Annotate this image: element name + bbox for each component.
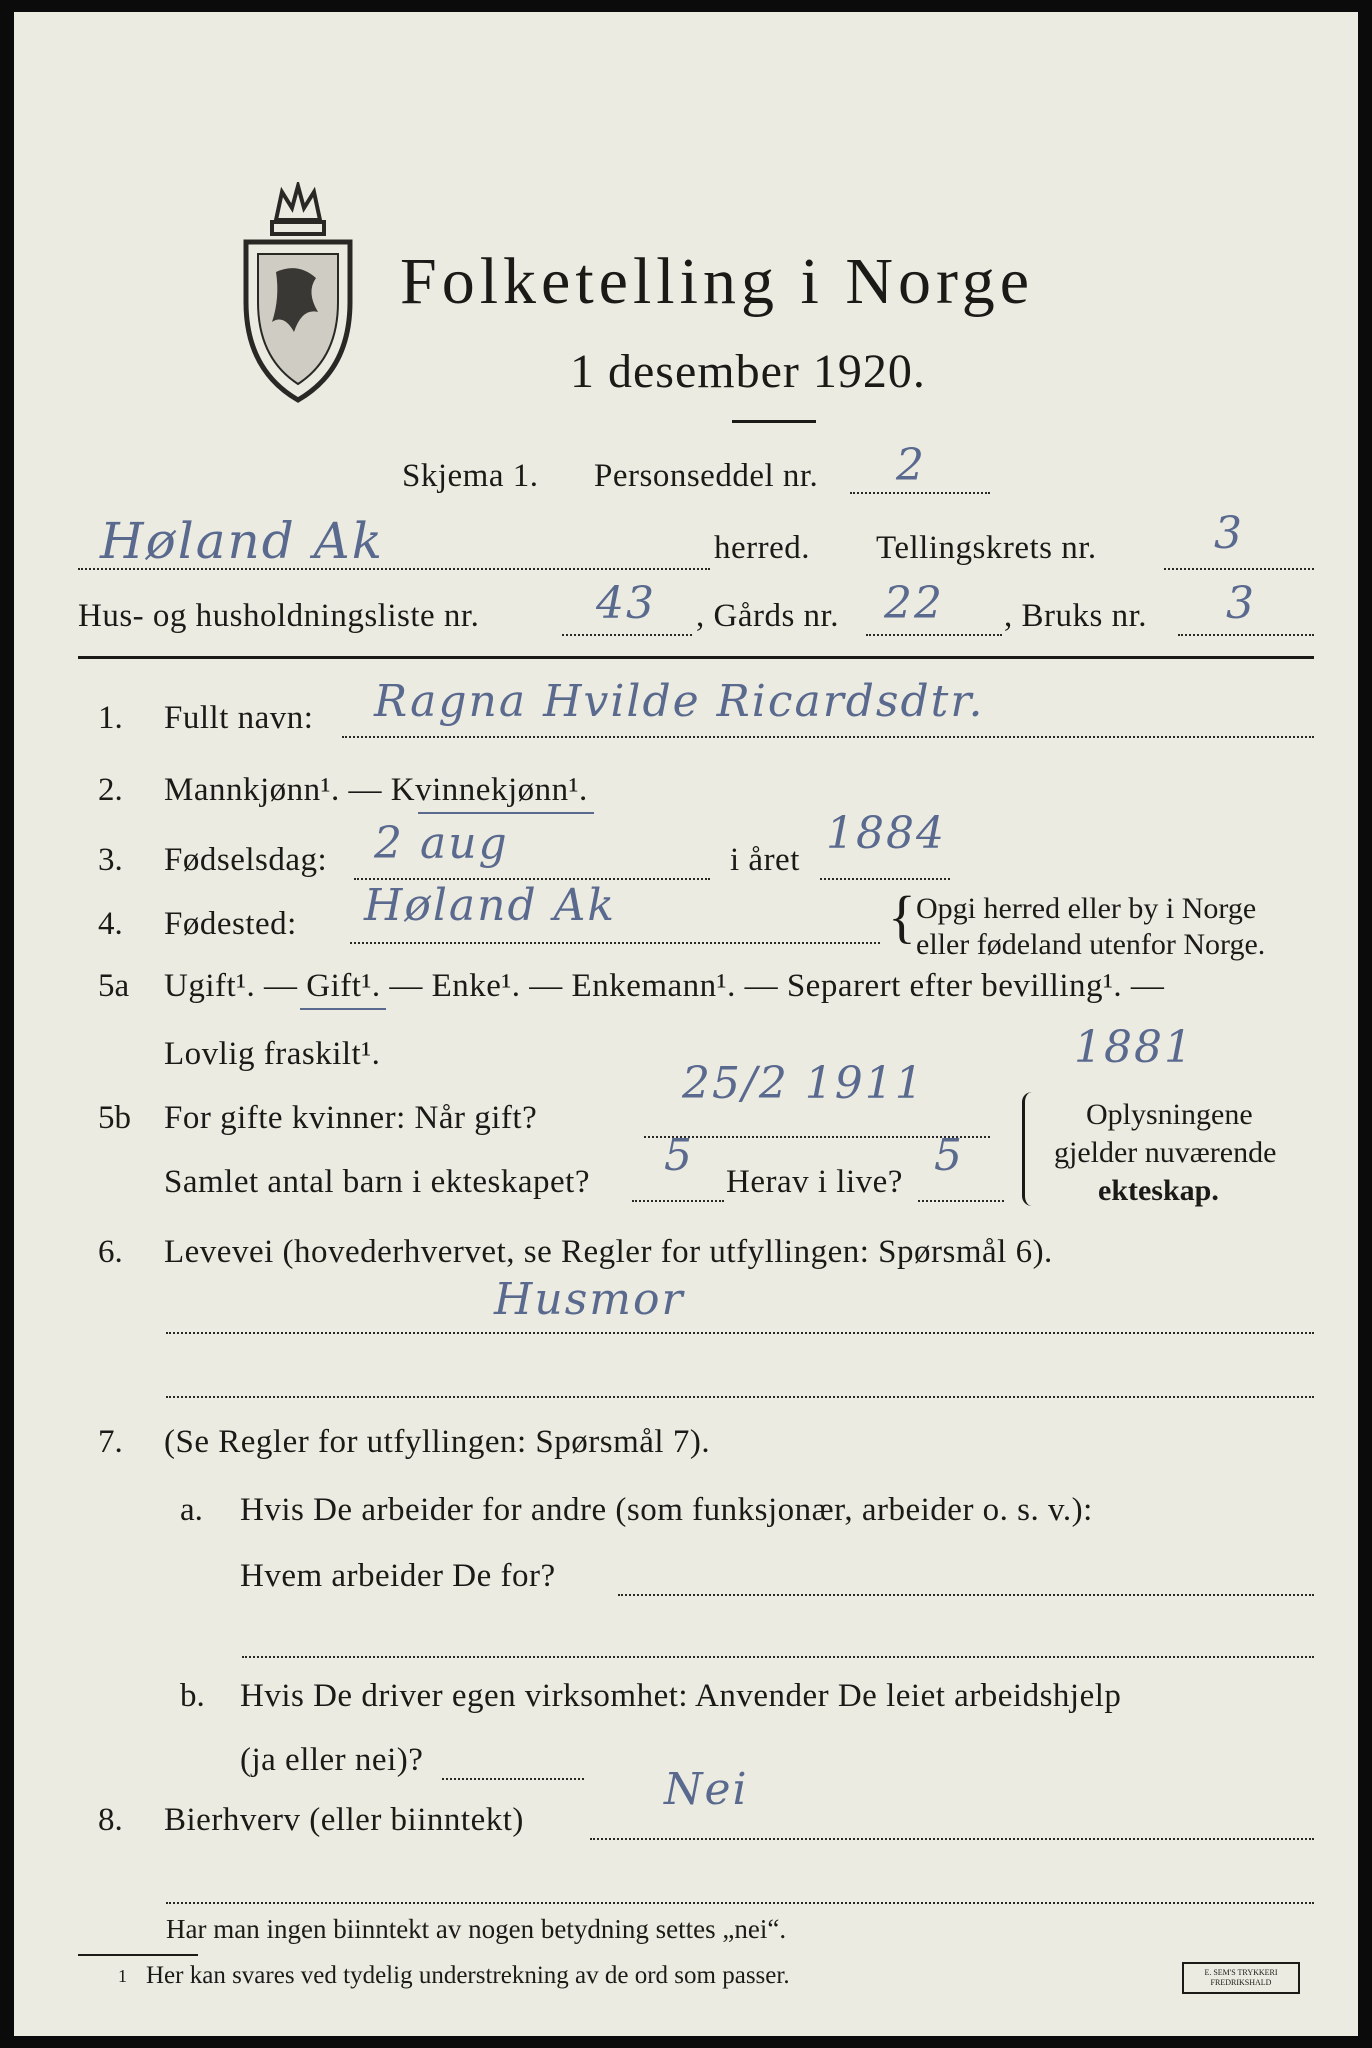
q6-number: 6. [98,1234,123,1270]
q7a-answer-line2 [242,1656,1314,1658]
personseddel-label: Personseddel nr. [594,458,819,494]
q5b-children-value: 5 [664,1130,694,1181]
q4-value: Høland Ak [364,880,617,931]
census-form [14,12,1358,2036]
q6-line1 [166,1332,1314,1334]
q1-number: 1. [98,700,123,736]
q4-bracket: { [888,884,916,949]
q7b-letter: b. [180,1678,205,1714]
printer-stamp [1182,1962,1300,1994]
hus-value: 43 [596,578,656,629]
footnote-text: Her kan svares ved tydelig understrekning av de ord som passer. [146,1962,790,1989]
q4-note-line1: Opgi herred eller by i Norge [916,892,1257,925]
hus-label: Hus- og husholdningsliste nr. [78,598,480,634]
bruks-label: , Bruks nr. [1004,598,1148,634]
q5b-value: 25/2 1911 [682,1058,925,1109]
gards-value: 22 [884,578,944,629]
gift-underline [300,1008,386,1010]
q7a-answer-line [618,1594,1314,1596]
tellingskrets-label: Tellingskrets nr. [876,530,1097,566]
q2-number: 2. [98,772,123,808]
q5b-alive-line [918,1200,1004,1202]
header-divider [78,656,1314,659]
q8-number: 8. [98,1802,123,1838]
gards-label: , Gårds nr. [696,598,839,634]
q7a-line1: Hvis De arbeider for andre (som funksjonær, arbeider o. s. v.): [240,1492,1093,1528]
q5b-number: 5b [98,1100,131,1136]
q5b-note-line2: gjelder nuværende [1054,1136,1277,1169]
q4-label: Fødested: [164,906,297,942]
q8-value: Nei [664,1764,749,1815]
q7-label: (Se Regler for utfyllingen: Spørsmål 7). [164,1424,711,1460]
personseddel-value: 2 [896,440,926,491]
footnote-mark: 1 [118,1966,127,1986]
q8-line2 [166,1902,1314,1904]
q2-label: Mannkjønn¹. — Kvinnekjønn¹. [164,772,588,808]
q4-note-line2: eller fødeland utenfor Norge. [916,928,1266,961]
q3-year-value: 1884 [826,808,946,859]
q5a-line1: Ugift¹. — Gift¹. — Enke¹. — Enkemann¹. — Separert efter bevilling¹. — [164,968,1165,1004]
q7a-letter: a. [180,1492,203,1528]
hus-line [562,634,692,636]
q7b-line1: Hvis De driver egen virksomhet: Anvender De leiet arbeidshjelp [240,1678,1122,1714]
q5b-children-line [632,1200,724,1202]
q6-line2 [166,1396,1314,1398]
q5b-note-line1: Oplysningene [1086,1098,1253,1131]
q8-line [590,1838,1314,1840]
form-title: Folketelling i Norge [400,245,1035,318]
q5b-extra-value: 1881 [1074,1022,1194,1073]
herred-label: herred. [714,530,811,566]
q7b-line2: (ja eller nei)? [240,1742,424,1778]
q5b-alive-value: 5 [934,1130,964,1181]
q7a-line2: Hvem arbeider De for? [240,1558,556,1594]
footer-note: Har man ingen biinntekt av nogen betydning settes „nei“. [166,1914,787,1944]
q6-value: Husmor [494,1274,685,1325]
bruks-value: 3 [1226,578,1256,629]
coat-of-arms-icon [236,182,360,404]
q3-number: 3. [98,842,123,878]
printer-stamp-line2: FREDRIKSHALD [1210,1978,1272,1987]
q5b-label: For gifte kvinner: Når gift? [164,1100,538,1136]
q5b-children-label: Samlet antal barn i ekteskapet? [164,1164,591,1200]
q5a-number: 5a [98,968,130,1004]
printer-stamp-line1: E. SEM'S TRYKKERI [1204,1968,1278,1977]
q5a-line2: Lovlig fraskilt¹. [164,1036,381,1072]
tellingskrets-value: 3 [1214,508,1244,559]
q5b-note-line3: ekteskap. [1098,1174,1219,1207]
tellingskrets-line [1164,568,1314,570]
skjema-label: Skjema 1. [402,458,539,494]
herred-value: Høland Ak [100,512,385,570]
q3-label: Fødselsdag: [164,842,328,878]
q5b-bracket [1022,1092,1035,1206]
q7-number: 7. [98,1424,123,1460]
q6-label: Levevei (hovederhvervet, se Regler for utfyllingen: Spørsmål 6). [164,1234,1053,1270]
title-divider [732,420,816,423]
footnote-divider [78,1954,198,1956]
q8-label: Bierhverv (eller biinntekt) [164,1802,524,1838]
q3-value: 2 aug [374,818,509,869]
bruks-line [1178,634,1314,636]
herred-line [78,568,710,570]
q1-value: Ragna Hvilde Ricardsdtr. [374,676,985,727]
q3-year-line [820,878,950,880]
q5b-alive-label: Herav i live? [726,1164,903,1200]
census-date: 1 desember 1920. [570,345,926,398]
gards-line [866,634,1002,636]
q7b-answer-line [442,1778,584,1780]
q1-label: Fullt navn: [164,700,314,736]
q4-line [350,942,880,944]
q3-year-label: i året [730,842,800,878]
q1-line [342,736,1314,738]
kvinnekjonn-underline [418,812,594,814]
q4-number: 4. [98,906,123,942]
personseddel-line [850,492,990,494]
